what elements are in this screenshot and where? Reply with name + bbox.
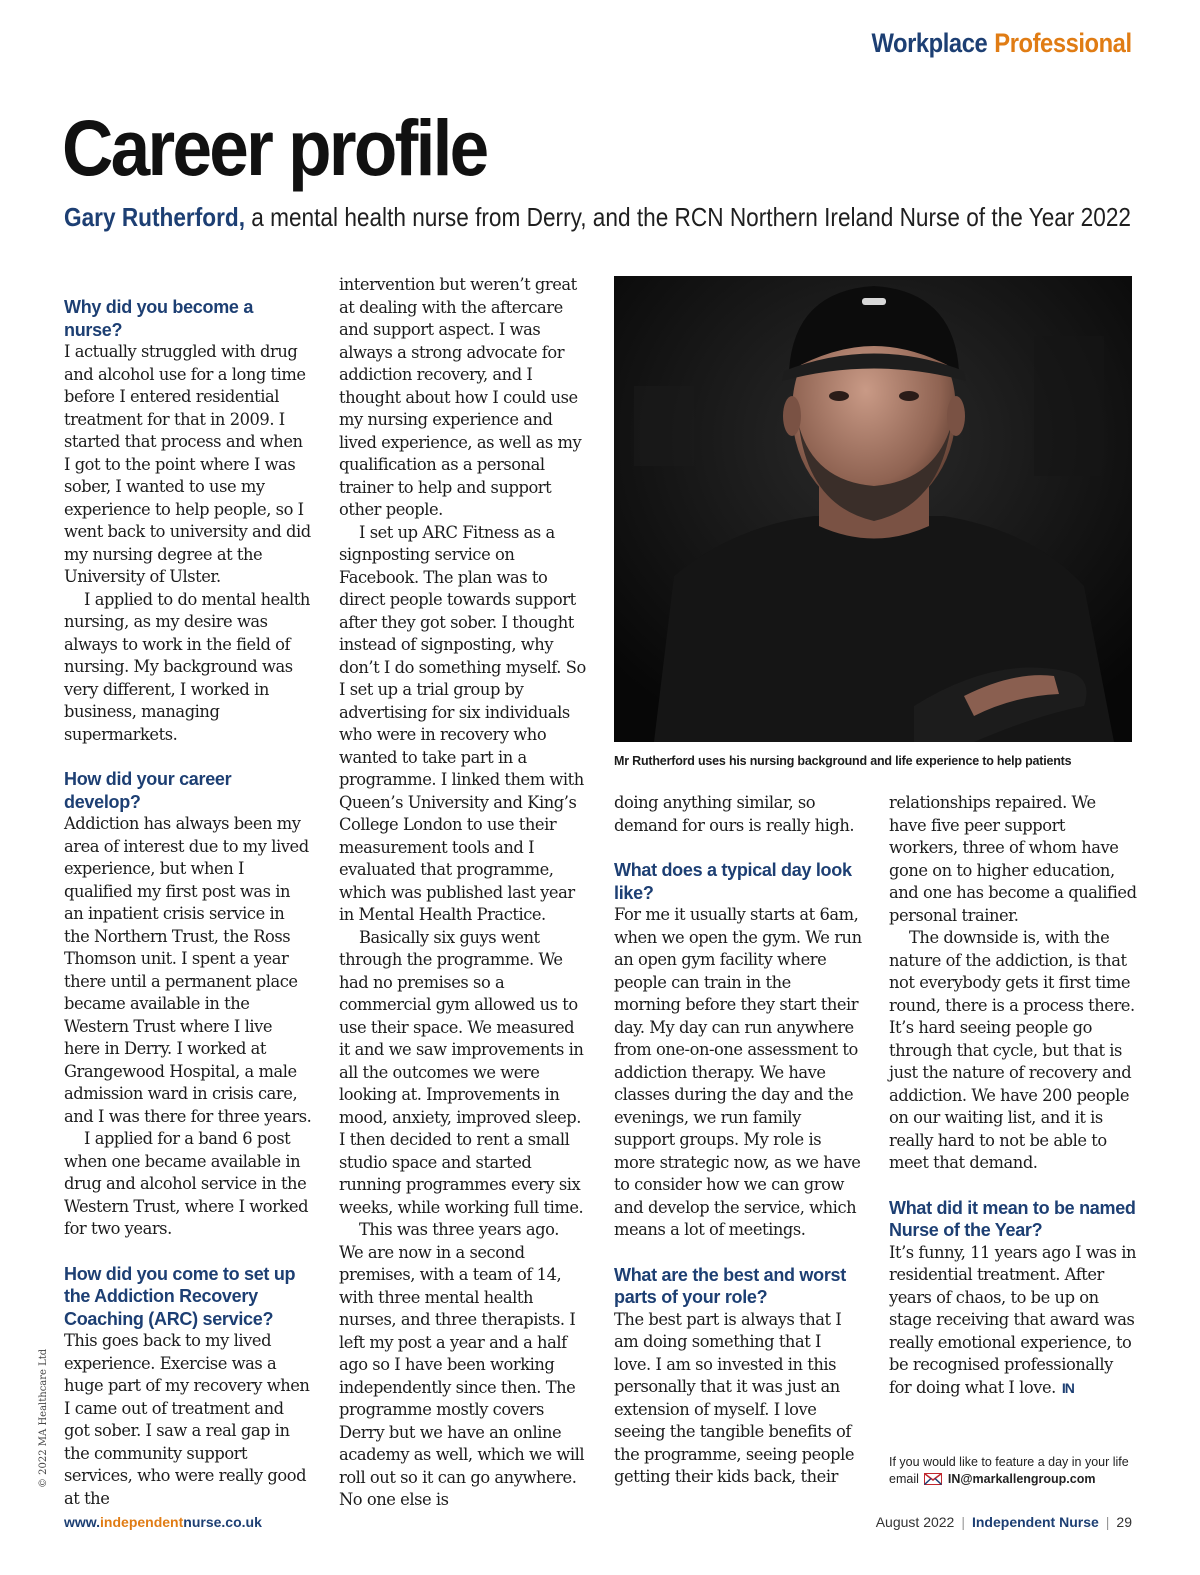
question-heading: What did it mean to be named Nurse of the Year? xyxy=(889,1197,1136,1240)
end-mark: IN xyxy=(1061,1379,1074,1396)
article-column-1 xyxy=(64,296,312,1510)
paragraph: The best part is always that I am doing something that I love. I am so invested in this personally that it was just an extension of myself. I love seeing the tangible benefits of the programme, seeing people getting their kids back, their xyxy=(614,1309,855,1486)
footer-date: August 2022 xyxy=(875,1514,955,1530)
paragraph: The downside is, with the nature of the addiction, is that not everybody gets it first time round, there is a process there. It’s hard seeing people go through that cycle, but that is just the nature of recovery and addiction. We have 200 people on our waiting list, and it is really hard to not be able to meet that demand. xyxy=(889,928,1135,1172)
mail-icon xyxy=(924,1473,942,1490)
question-heading: How did your career develop? xyxy=(64,769,232,812)
paragraph: Basically six guys went through the programme. We had no premises so a commercial gym allowed us to use their space. We measured it and we saw improvements in all the outcomes we were looking at. Improvements in mood, anxiety, improved sleep. I then decided to rent a small studio space and started running programmes every six weeks, while working full time. xyxy=(339,927,584,1217)
paragraph: relationships repaired. We have five peer support workers, three of whom have gone on to higher education, and one has become a qualified personal trainer. xyxy=(889,793,1137,925)
contact-note xyxy=(889,1454,1189,1490)
paragraph: This goes back to my lived experience. Exercise was a huge part of my recovery when I came out of treatment and got sober. I saw a real gap in the community support services, who were really good at the xyxy=(64,1331,310,1508)
article-column-2 xyxy=(339,274,587,1512)
contact-email-prefix: email xyxy=(889,1472,919,1486)
copyright-notice: © 2022 MA Healthcare Ltd xyxy=(38,1348,49,1488)
paragraph-text: It’s funny, 11 years ago I was in residential treatment. After years of chaos, to be up on stage receiving that award was really emotional experience, to be recognised professionally for doing what I love. xyxy=(889,1242,1137,1397)
paragraph: doing anything similar, so demand for ours is really high. xyxy=(614,793,855,835)
portrait-photo xyxy=(614,276,1132,742)
article-column-3 xyxy=(614,792,862,1489)
subtitle-name: Gary Rutherford, xyxy=(64,202,245,232)
paragraph: I actually struggled with drug and alcohol use for a long time before I entered residential treatment for that in 2009. I started that process and when I got to the point where I was sober, I wanted to use my experience to help people, so I went back to university and did my nursing degree at the University of Ulster. xyxy=(64,342,311,586)
paragraph xyxy=(889,1242,1137,1400)
contact-line: If you would like to feature a day in your life xyxy=(889,1455,1129,1469)
paragraph: Addiction has always been my area of interest due to my lived experience, but when I qualified my first post was in an inpatient crisis service in the Northern Trust, the Ross Thomson unit. I spent a year there until a permanent place became available in the Western Trust where I live here in Derry. I worked at Grangewood Hospital, a male admission ward in crisis care, and I was there for three years. xyxy=(64,814,312,1126)
paragraph: For me it usually starts at 6am, when we open the gym. We run an open gym facility where people can train in the morning before they start their day. My day can run anywhere from one-on-one assessment to addiction therapy. We have classes during the day and the evenings, we run family support groups. My role is more strategic now, as we have to consider how we can grow and develop the service, which means a lot of meetings. xyxy=(614,905,862,1239)
section-professional: Professional xyxy=(994,28,1132,58)
question-heading: Why did you become a nurse? xyxy=(64,297,254,340)
footer-website-link[interactable] xyxy=(64,1514,262,1530)
article-column-4 xyxy=(889,792,1137,1399)
url-prefix: www. xyxy=(64,1514,101,1530)
paragraph: I applied to do mental health nursing, as my desire was always to work in the field of nursing. My background was very different, I worked in business, managing supermarkets. xyxy=(64,589,310,744)
question-heading: What are the best and worst parts of your role? xyxy=(614,1264,846,1307)
paragraph: intervention but weren’t great at dealing with the aftercare and support aspect. I was always a strong advocate for addiction recovery, and I thought about how I could use my nursing experience and lived experience, as well as my qualification as a personal trainer to help and support other people. xyxy=(339,275,582,519)
paragraph: I set up ARC Fitness as a signposting service on Facebook. The plan was to direct people towards support after they got sober. I thought instead of signposting, why don’t I do something myself. So I set up a trial group by advertising for six individuals who were in recovery who wanted to take part in a programme. I linked them with Queen’s University and King’s College London to use their measurement tools and I evaluated that programme, which was published last year in Mental Health Practice. xyxy=(339,522,586,924)
contact-email-link[interactable]: IN@markallengroup.com xyxy=(947,1472,1096,1486)
question-heading: How did you come to set up the Addiction Recovery Coaching (ARC) service? xyxy=(64,1263,296,1329)
page-title: Career profile xyxy=(62,103,487,192)
question-heading: What does a typical day look like? xyxy=(614,860,852,903)
subtitle-description: a mental health nurse from Derry, and the RCN Northern Ireland Nurse of the Year 2022 xyxy=(244,202,1132,232)
page-subtitle xyxy=(64,202,1132,233)
page-number: 29 xyxy=(1116,1514,1132,1530)
paragraph: This was three years ago. We are now in a second premises, with a team of 14, with three mental health nurses, and three therapists. I left my post a year and a half ago so I have been working independently since then. The programme mostly covers Derry but we have an online academy as well, which we will roll out so it can go anywhere. No one else is xyxy=(339,1220,585,1509)
portrait-illustration xyxy=(614,276,1132,742)
section-workplace: Workplace xyxy=(871,28,988,58)
footer-publication: Independent Nurse xyxy=(971,1514,1099,1530)
url-suffix: nurse.co.uk xyxy=(183,1514,262,1530)
photo-caption: Mr Rutherford uses his nursing background and life experience to help patients xyxy=(614,754,1072,768)
section-tag xyxy=(872,28,1132,59)
paragraph: I applied for a band 6 post when one became available in drug and alcohol service in the Western Trust, where I worked for two years. xyxy=(64,1129,309,1238)
url-accent: independent xyxy=(100,1514,184,1530)
footer-folio: August 2022 | Independent Nurse | 29 xyxy=(875,1514,1132,1530)
